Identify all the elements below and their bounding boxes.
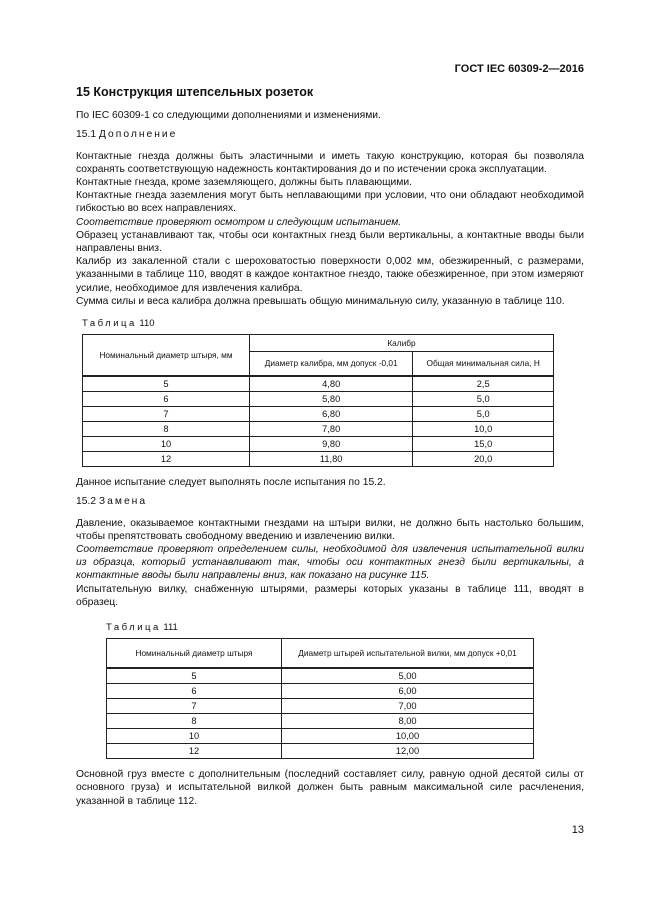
table-row xyxy=(107,729,534,744)
table-cell: 5 xyxy=(83,376,250,392)
table-110 xyxy=(82,334,554,467)
table-cell: 5,0 xyxy=(413,392,554,407)
table-header-caliber: Калибр xyxy=(250,335,554,352)
table-caption-number: 110 xyxy=(139,318,155,330)
intro-paragraph: По IEC 60309-1 со следующими дополнениями и изменениями. xyxy=(76,110,381,122)
table-cell: 6,80 xyxy=(250,407,413,422)
table-cell: 10,00 xyxy=(282,729,534,744)
paragraph: Контактные гнезда заземления могут быть неплавающими при условии, что они обладают необходимой гибкостью во всех направлениях. xyxy=(76,190,584,215)
table-row xyxy=(83,392,554,407)
table-cell: 8,00 xyxy=(282,714,534,729)
document-standard-header: ГОСТ IEC 60309-2—2016 xyxy=(454,63,584,75)
table-cell: 4,80 xyxy=(250,376,413,392)
table-row xyxy=(107,699,534,714)
table-header-min-force: Общая минимальная сила, Н xyxy=(413,352,554,377)
table-header-plug-pin-diameter: Диаметр штырей испытательной вилки, мм допуск +0,01 xyxy=(282,639,534,669)
clause-number: 15.2 xyxy=(76,496,97,508)
page-number: 13 xyxy=(571,824,584,836)
paragraph: Основной груз вместе с дополнительным (последний составляет силу, равную одной десятой силы от основного груза) и испытательной вилкой должен быть равным максимальной силе расчленения, указанной в таблице 112. xyxy=(76,769,584,807)
table-row xyxy=(107,684,534,699)
table-111-caption xyxy=(106,621,584,634)
clause-word: Замена xyxy=(98,496,148,508)
page-content xyxy=(76,86,584,808)
clause-15-2-heading xyxy=(76,495,584,508)
table-cell: 8 xyxy=(107,714,282,729)
table-row xyxy=(83,437,554,452)
paragraph-italic: Соответствие проверяют осмотром и следующим испытанием. xyxy=(76,216,402,228)
table-row xyxy=(107,744,534,759)
clause-15-1-heading xyxy=(76,128,584,141)
table-cell: 5 xyxy=(107,668,282,684)
table-cell: 6,00 xyxy=(282,684,534,699)
table-cell: 9,80 xyxy=(250,437,413,452)
paragraph: Испытательную вилку, снабженную штырями, размеры которых указаны в таблице 111, вводят в образец. xyxy=(76,583,584,608)
paragraph: Образец устанавливают так, чтобы оси контактных гнезд были вертикальны, а контактные вводы были направлены вниз. xyxy=(76,229,584,255)
table-cell: 5,0 xyxy=(413,407,554,422)
table-caption-number: 111 xyxy=(163,622,178,634)
table-cell: 2,5 xyxy=(413,376,554,392)
table-header-nominal-diameter: Номинальный диаметр штыря xyxy=(107,639,282,669)
table-cell: 7,00 xyxy=(282,699,534,714)
table-cell: 10 xyxy=(83,437,250,452)
table-cell: 10 xyxy=(107,729,282,744)
table-cell: 6 xyxy=(107,684,282,699)
table-cell: 7 xyxy=(107,699,282,714)
paragraph: Давление, оказываемое контактными гнездами на штыри вилки, не должно быть настолько большим, чтобы препятствовать свободному введению и извлечению вилки. xyxy=(76,517,584,542)
clause-number: 15.1 xyxy=(76,129,97,141)
table-cell: 12,00 xyxy=(282,744,534,759)
clause-word: Дополнение xyxy=(98,129,178,141)
table-110-caption xyxy=(82,317,584,330)
paragraph: Данное испытание следует выполнять после испытания по 15.2. xyxy=(76,477,386,489)
paragraph: Контактные гнезда должны быть эластичными и иметь такую конструкцию, которая бы позволяла сохранять соответствующую надежность контактирования до и по истечении срока эксплуатации. xyxy=(76,150,584,175)
table-cell: 12 xyxy=(107,744,282,759)
table-row xyxy=(107,714,534,729)
table-cell: 20,0 xyxy=(413,452,554,467)
table-cell: 8 xyxy=(83,422,250,437)
table-cell: 7,80 xyxy=(250,422,413,437)
table-cell: 10,0 xyxy=(413,422,554,437)
table-header-nominal-diameter: Номинальный диаметр штыря, мм xyxy=(83,335,250,377)
table-row xyxy=(83,376,554,392)
table-cell: 12 xyxy=(83,452,250,467)
table-cell: 5,00 xyxy=(282,668,534,684)
table-cell: 15,0 xyxy=(413,437,554,452)
table-caption-word: Таблица xyxy=(106,622,161,634)
paragraph: Контактные гнезда, кроме заземляющего, должны быть плавающими. xyxy=(76,177,413,189)
table-cell: 5,80 xyxy=(250,392,413,407)
paragraph-italic: Соответствие проверяют определением силы, необходимой для извлечения испытательной вилки из образца, который устанавливают так, чтобы оси контактных гнезд были вертикальны, а контактные вводы были направлены вниз, как показано на рисунке 115. xyxy=(76,544,584,582)
table-row xyxy=(83,452,554,467)
table-header-caliber-diameter: Диаметр калибра, мм допуск -0,01 xyxy=(250,352,413,377)
table-cell: 11,80 xyxy=(250,452,413,467)
table-caption-word: Таблица xyxy=(82,318,137,330)
table-row xyxy=(107,668,534,684)
section-title: 15 Конструкция штепсельных розеток xyxy=(76,85,314,99)
table-row xyxy=(83,422,554,437)
paragraph: Калибр из закаленной стали с шероховатостью поверхности 0,002 мм, обезжиренный, с размерами, указанными в таблице 110, вводят в каждое контактное гнездо, также обезжиренное, при этом измеряют усилие, необходимое для извлечения калибра. xyxy=(76,256,584,294)
paragraph: Сумма силы и веса калибра должна превышать общую минимальную силу, указанную в таблице 110. xyxy=(76,295,565,307)
table-111 xyxy=(106,638,534,759)
table-cell: 6 xyxy=(83,392,250,407)
table-row xyxy=(83,407,554,422)
table-cell: 7 xyxy=(83,407,250,422)
